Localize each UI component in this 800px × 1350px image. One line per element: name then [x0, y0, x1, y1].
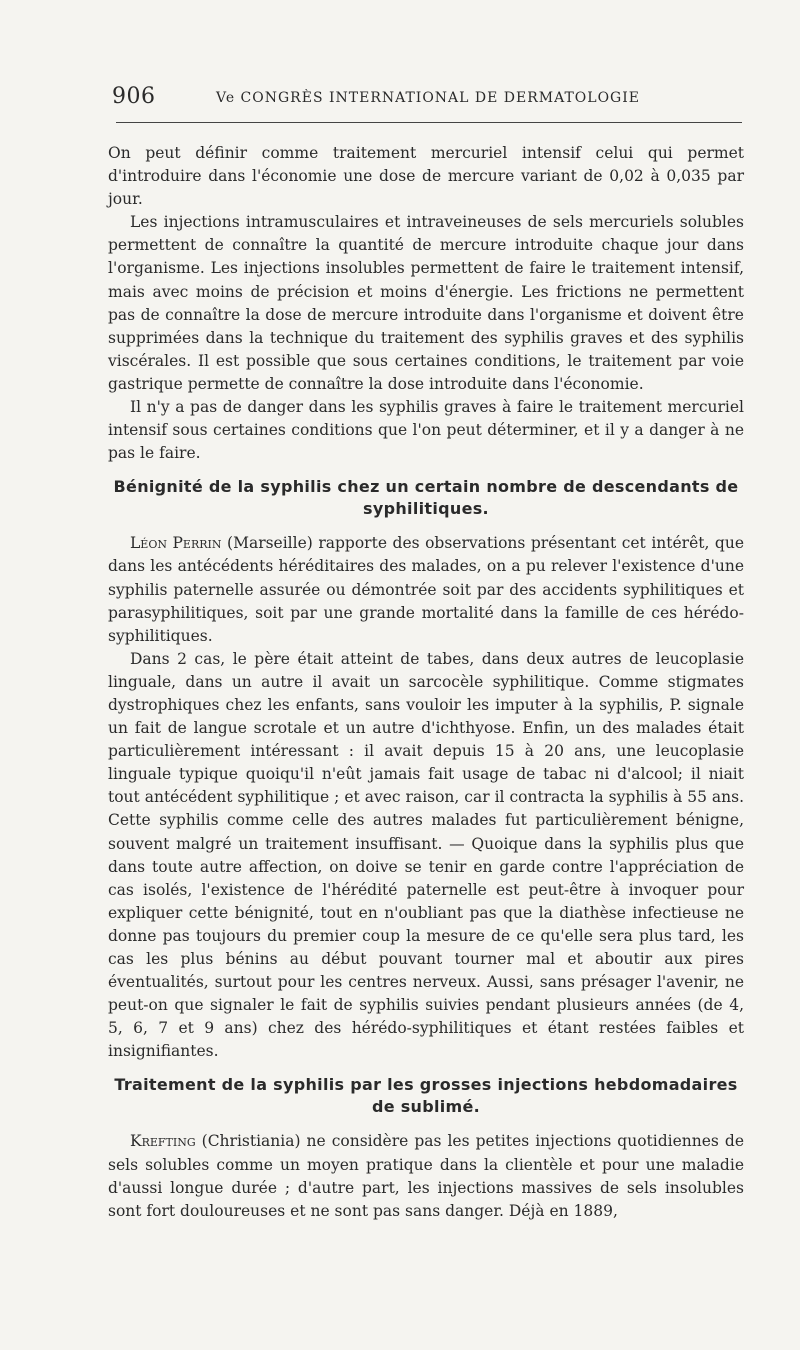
page-body: [108, 142, 744, 1223]
header-rule: [116, 122, 742, 123]
paragraph-text: (Marseille) rapporte des observations présentant cet intérêt, que dans les antécédents héréditaires des malades, on a pu relever l'existence d'une syphilis paternelle assurée ou démontrée soit par des accidents syphilitiques et parasyphilitiques, soit par une grande mortalité dans la famille de ces hérédo-syphilitiques.: [108, 534, 745, 645]
paragraph-perrin-1: [108, 532, 744, 647]
page-number: 906: [112, 84, 156, 109]
paragraph-intro-2: Les injections intramusculaires et intraveineuses de sels mercuriels solubles permettent de connaître la quantité de mercure introduite chaque jour dans l'organisme. Les injections insolubles permettent de faire le traitement intensif, mais avec moins de précision et moins d'énergie. Les frictions ne permettent pas de connaître la dose de mercure introduite dans l'organisme et doivent être supprimées dans la technique du traitement des syphilis graves et des syphilis viscérales. Il est possible que sous certaines conditions, le traitement par voie gastrique permette de connaître la dose introduite dans l'économie.: [108, 213, 744, 393]
paragraph-text: (Christiania) ne considère pas les petites injections quotidiennes de sels solubles comme un moyen pratique dans la clientèle et pour une maladie d'aussi longue durée ; d'autre part, les injections massives de sels insolubles sont fort douloureuses et ne sont pas sans danger. Déjà en 1889,: [108, 1132, 744, 1220]
paragraph-perrin-2: Dans 2 cas, le père était atteint de tabes, dans deux autres de leucoplasie linguale, dans un autre il avait un sarcocèle syphilitique. Comme stigmates dystrophiques chez les enfants, sans vouloir les imputer à la syphilis, P. signale un fait de langue scrotale et un autre d'ichthyose. Enfin, un des malades était particulièrement intéressant : il avait depuis 15 à 20 ans, une leucoplasie linguale typique quoiqu'il n'eût jamais fait usage de tabac ni d'alcool; il niait tout antécédent syphilitique ; et avec raison, car il contracta la syphilis à 55 ans. Cette syphilis comme celle des autres malades fut particulièrement bénigne, souvent malgré un traitement insuffisant. — Quoique dans la syphilis plus que dans toute autre affection, on doive se tenir en garde contre l'appréciation de cas isolés, l'existence de l'hérédité paternelle est peut-être à invoquer pour expliquer cette bénignité, tout en n'oubliant pas que la diathèse infectieuse ne donne pas toujours du premier coup la mesure de ce qu'elle sera plus tard, les cas les plus bénins au début pouvant tourner mal et aboutir aux pires éventualités, surtout pour les centres nerveux. Aussi, sans présager l'avenir, ne peut-on que signaler le fait de syphilis suivies pendant plusieurs années (de 4, 5, 6, 7 et 9 ans) chez des hérédo-syphilitiques et étant restées faibles et insignifiantes.: [108, 649, 744, 1061]
author-name: Krefting: [130, 1132, 196, 1151]
section-title-traitement: Traitement de la syphilis par les grosses injections hebdomadaires de sublimé.: [114, 1075, 738, 1117]
author-name: Léon Perrin: [130, 534, 222, 553]
page-header: [112, 84, 740, 112]
paragraph-intro-1: On peut définir comme traitement mercuriel intensif celui qui permet d'introduire dans l'économie une dose de mercure variant de 0,02 à 0,035 par jour.: [108, 144, 744, 209]
paragraph-intro-3: Il n'y a pas de danger dans les syphilis graves à faire le traitement mercuriel intensif sous certaines conditions que l'on peut déterminer, et il y a danger à ne pas le faire.: [108, 398, 744, 463]
paragraph-krefting-1: [108, 1130, 744, 1222]
section-title-benignite: Bénignité de la syphilis chez un certain nombre de descendants de syphilitiques.: [113, 477, 739, 519]
running-title: Ve CONGRÈS INTERNATIONAL DE DERMATOLOGIE: [216, 90, 640, 106]
